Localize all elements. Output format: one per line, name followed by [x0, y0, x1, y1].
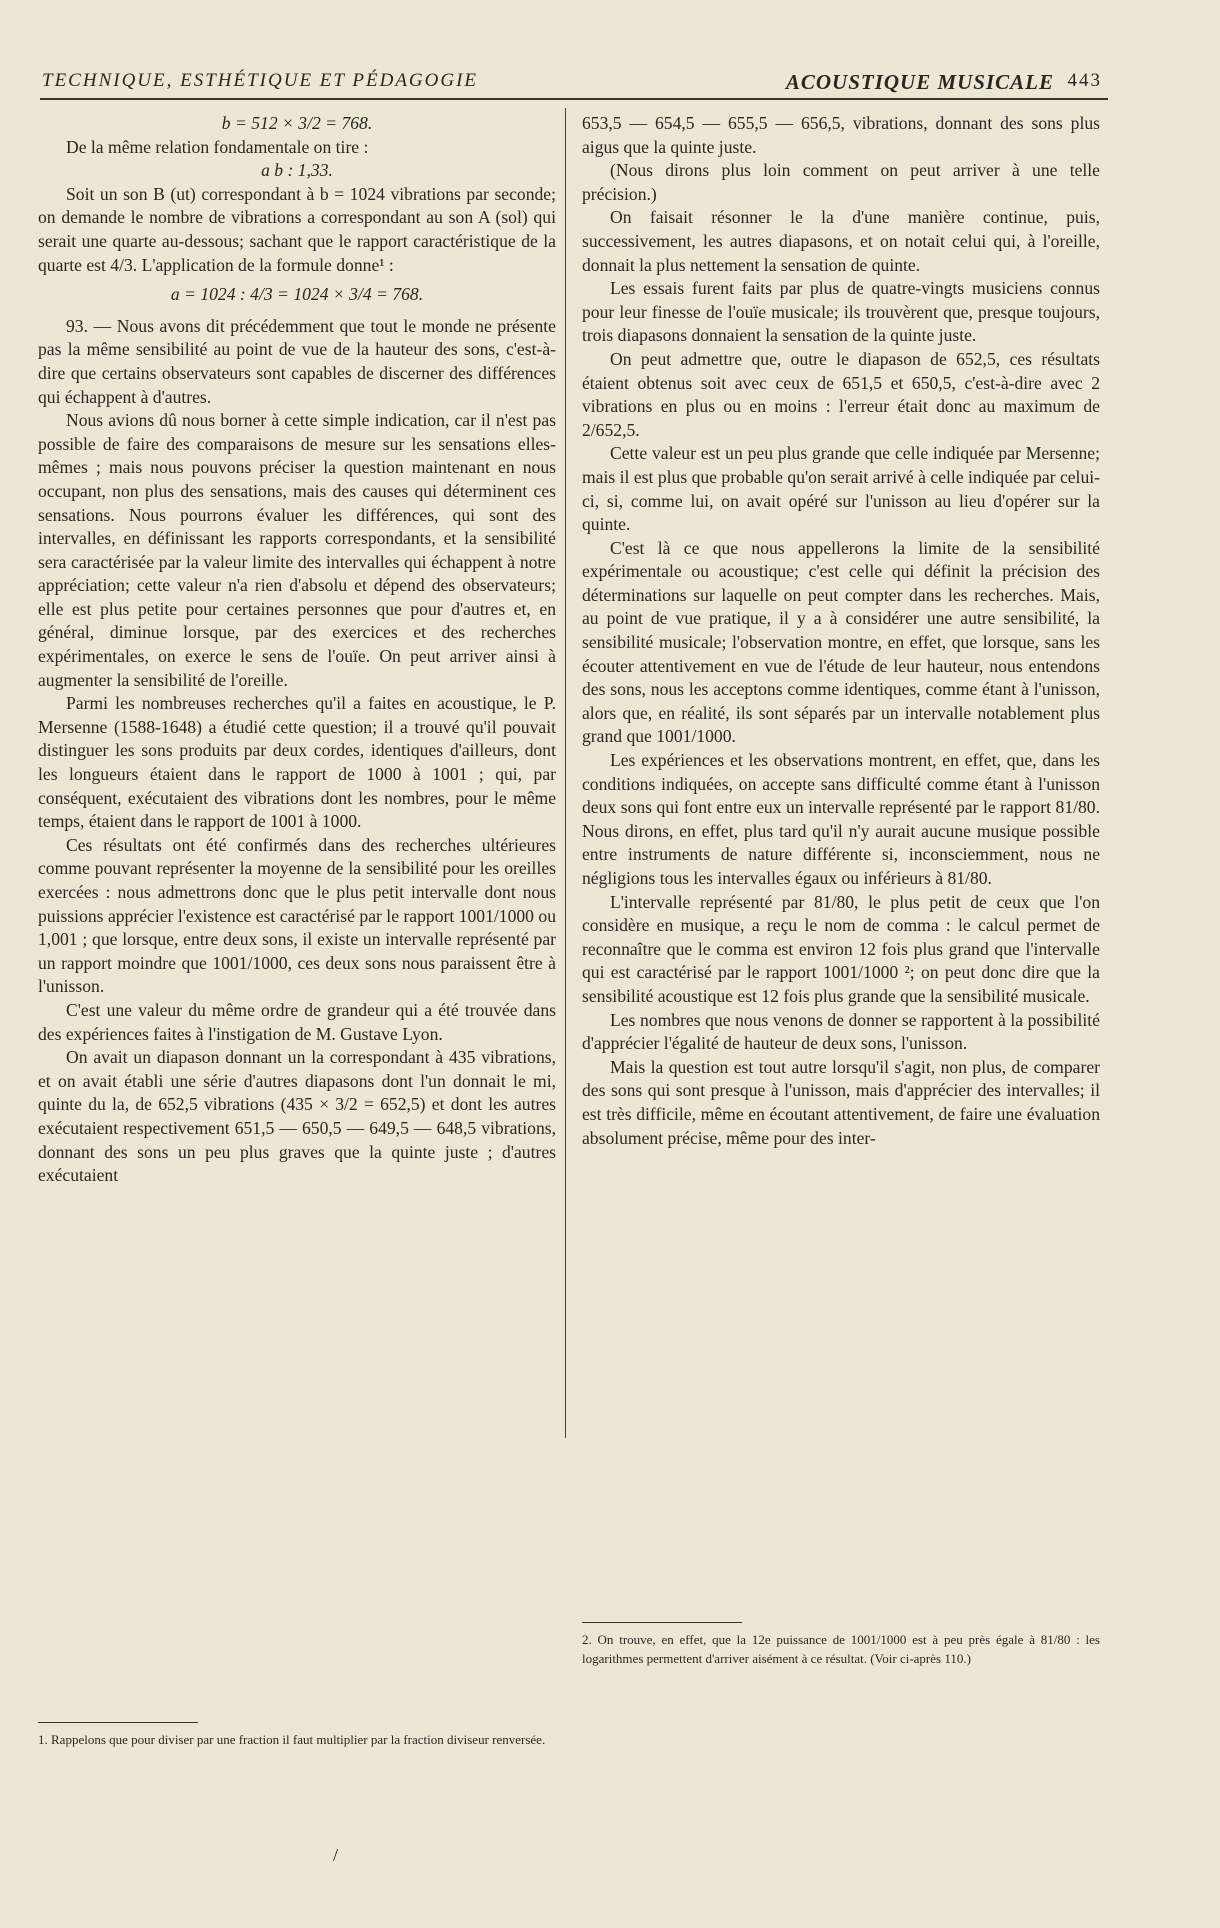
- left-column: [38, 112, 556, 1188]
- paragraph: On peut admettre que, outre le diapason de 652,5, ces résultats étaient obtenus soit avec ceux de 651,5 et 650,5, c'est-à-dire avec 2 vibrations en plus ou en moins : l'erreur était donc au maximum de 2/652,5.: [582, 348, 1100, 440]
- footnote-2: 2. On trouve, en effet, que la 12e puissance de 1001/1000 est à peu près égale à 81/80 : les logarithmes permettent d'arriver aisément à ce résultat. (Voir ci-après 110.): [582, 1632, 1100, 1666]
- paragraph: (Nous dirons plus loin comment on peut arriver à une telle précision.): [582, 160, 1100, 204]
- footnote-1: 1. Rappelons que pour diviser par une fraction il faut multiplier par la fraction diviseur renversée.: [38, 1732, 546, 1747]
- paragraph: 653,5 — 654,5 — 655,5 — 656,5, vibrations, donnant des sons plus aigus que la quinte juste.: [582, 113, 1100, 157]
- paragraph: Les essais furent faits par plus de quatre-vingts musiciens connus pour leur finesse de l'ouïe musicale; ils trouvèrent que, presque toujours, trois diapasons donnaient la sensation de la quinte juste.: [582, 278, 1100, 346]
- paragraph: Parmi les nombreuses recherches qu'il a faites en acoustique, le P. Mersenne (1588-1648) a étudié cette question; il a trouvé qu'il pouvait distinguer les sons produits par deux cordes, identiques d'ailleurs, dont les longueurs étaient dans le rapport de 1000 à 1001 ; qui, par conséquent, exécutaient des vibrations dont les nombres, pour le même temps, étaient dans le rapport de 1001 à 1000.: [38, 693, 556, 832]
- paragraph: Les expériences et les observations montrent, en effet, que, dans les conditions indiquées, on accepte sans difficulté comme étant à l'unisson deux sons qui font entre eux un intervalle représenté par le rapport 81/80. Nous dirons, en effet, plus tard qu'il n'y aurait aucune musique possible entre instruments de nature différente si, inconsciemment, nous ne négligions tous les intervalles égaux ou inférieurs à 81/80.: [582, 750, 1100, 888]
- paragraph: C'est là ce que nous appellerons la limite de la sensibilité expérimentale ou acoustique; c'est celle qui définit la précision des déterminations sur laquelle on peut compter dans les recherches. Mais, au point de vue pratique, il y a à considérer une autre sensibilité, la sensibilité musicale; l'observation montre, en effet, que lorsque, sans les écouter attentivement en vue de l'étude de leur hauteur, nous entendons des sons, nous les acceptons comme identiques, comme étant à l'unisson, alors que, en réalité, ils sont séparés par un intervalle notablement plus grand que 1001/1000.: [582, 537, 1100, 747]
- paragraph: On faisait résonner le la d'une manière continue, puis, successivement, les autres diapasons, et on notait celui qui, à l'oreille, donnait la plus nettement la sensation de quinte.: [582, 207, 1100, 275]
- paragraph: C'est une valeur du même ordre de grandeur qui a été trouvée dans des expériences faites à l'instigation de M. Gustave Lyon.: [38, 999, 556, 1044]
- column-divider: [565, 108, 566, 1438]
- paragraph: Mais la question est tout autre lorsqu'il s'agit, non plus, de comparer des sons qui sont presque à l'unisson, mais d'apprécier des intervalles; il est très difficile, même en écoutant attentivement, de faire une évaluation absolument précise, même pour des inter-: [582, 1056, 1100, 1148]
- paragraph: De la même relation fondamentale on tire :: [66, 136, 369, 157]
- header-rule: [40, 98, 1108, 100]
- formula-a-value: a = 1024 : 4/3 = 1024 × 3/4 = 768.: [170, 284, 424, 305]
- paragraph: Ces résultats ont été confirmés dans des recherches ultérieures comme pouvant représenter la moyenne de la sensibilité pour les oreilles exercées : nous admettrons donc que le plus petit intervalle dont nous puissions apprécier l'existence est caractérisé par le rapport 1001/1000 ou 1,001 ; que lorsque, entre deux sons, il existe un intervalle représenté par un rapport moindre que 1001/1000, ces deux sons nous paraissent être à l'unisson.: [38, 834, 556, 997]
- paragraph: Cette valeur est un peu plus grande que celle indiquée par Mersenne; mais il est plus que probable qu'on serait arrivé à celle indiquée par celui-ci, si, comme lui, on avait opéré sur l'unisson au lieu d'opérer sur la quinte.: [582, 443, 1100, 535]
- page-number: 443: [1067, 70, 1102, 91]
- running-header: [42, 70, 1102, 96]
- formula-a: a b : 1,33.: [261, 160, 333, 181]
- header-left-title: TECHNIQUE, ESTHÉTIQUE ET PÉDAGOGIE: [42, 70, 479, 91]
- paragraph: L'intervalle représenté par 81/80, le plus petit de ceux que l'on considère en musique, a reçu le nom de comma : le calcul permet de reconnaître que le comma est environ 12 fois plus grand que l'intervalle qui est caractérisé par le rapport 1001/1000 ²; on peut donc dire que la sensibilité acoustique est 12 fois plus grande que la sensibilité musicale.: [582, 891, 1100, 1006]
- footnote-rule-right: [582, 1622, 742, 1623]
- header-right-title: ACOUSTIQUE MUSICALE: [785, 70, 1054, 94]
- right-column: [582, 112, 1100, 1150]
- paragraph: Nous avions dû nous borner à cette simple indication, car il n'est pas possible de faire des comparaisons de mesure sur les sensations elles-mêmes ; mais nous pouvons préciser la question maintenant en nous occupant, non plus des sensations, mais des causes qui déterminent ces sensations. Nous pourrons évaluer les différences, qui sont des intervalles, en définissant les rapports correspondants, et la sensibilité sera caractérisée par la valeur limite des intervalles qui échappent à notre appréciation; cette valeur n'a rien d'absolu et dépend des observateurs; elle est plus petite pour certaines personnes que pour d'autres et, en général, diminue lorsque, par des exercices et des recherches expérimentales, on exerce le sens de l'ouïe. On peut arriver ainsi à augmenter la sensibilité de l'oreille.: [38, 410, 556, 690]
- paragraph-93: 93. — Nous avons dit précédemment que tout le monde ne présente pas la même sensibilité au point de vue de la hauteur des sons, c'est-à-dire que certains observateurs sont capables de discerner des différences qui échappent à d'autres.: [38, 315, 556, 407]
- paragraph: Les nombres que nous venons de donner se rapportent à la possibilité d'apprécier l'égalité de hauteur de deux sons, l'unisson.: [582, 1009, 1100, 1054]
- paragraph: Soit un son B (ut) correspondant à b = 1024 vibrations par seconde; on demande le nombre de vibrations a correspondant au son A (sol) qui serait une quarte au-dessous; sachant que le rapport caractéristique de la quarte est 4/3. L'application de la formule donne¹ :: [38, 183, 556, 275]
- bottom-mark: /: [333, 1845, 339, 1865]
- formula-b: b = 512 × 3/2 = 768.: [221, 113, 373, 133]
- paragraph: On avait un diapason donnant un la correspondant à 435 vibrations, et on avait établi une série d'autres diapasons dont l'un donnait le mi, quinte du la, de 652,5 vibrations (435 × 3/2 = 652,5) et dont les autres exécutaient respectivement 651,5 — 650,5 — 649,5 — 648,5 vibrations, donnant des sons un peu plus graves que la quinte juste ; d'autres exécutaient: [38, 1047, 556, 1186]
- footnote-rule-left: [38, 1722, 198, 1723]
